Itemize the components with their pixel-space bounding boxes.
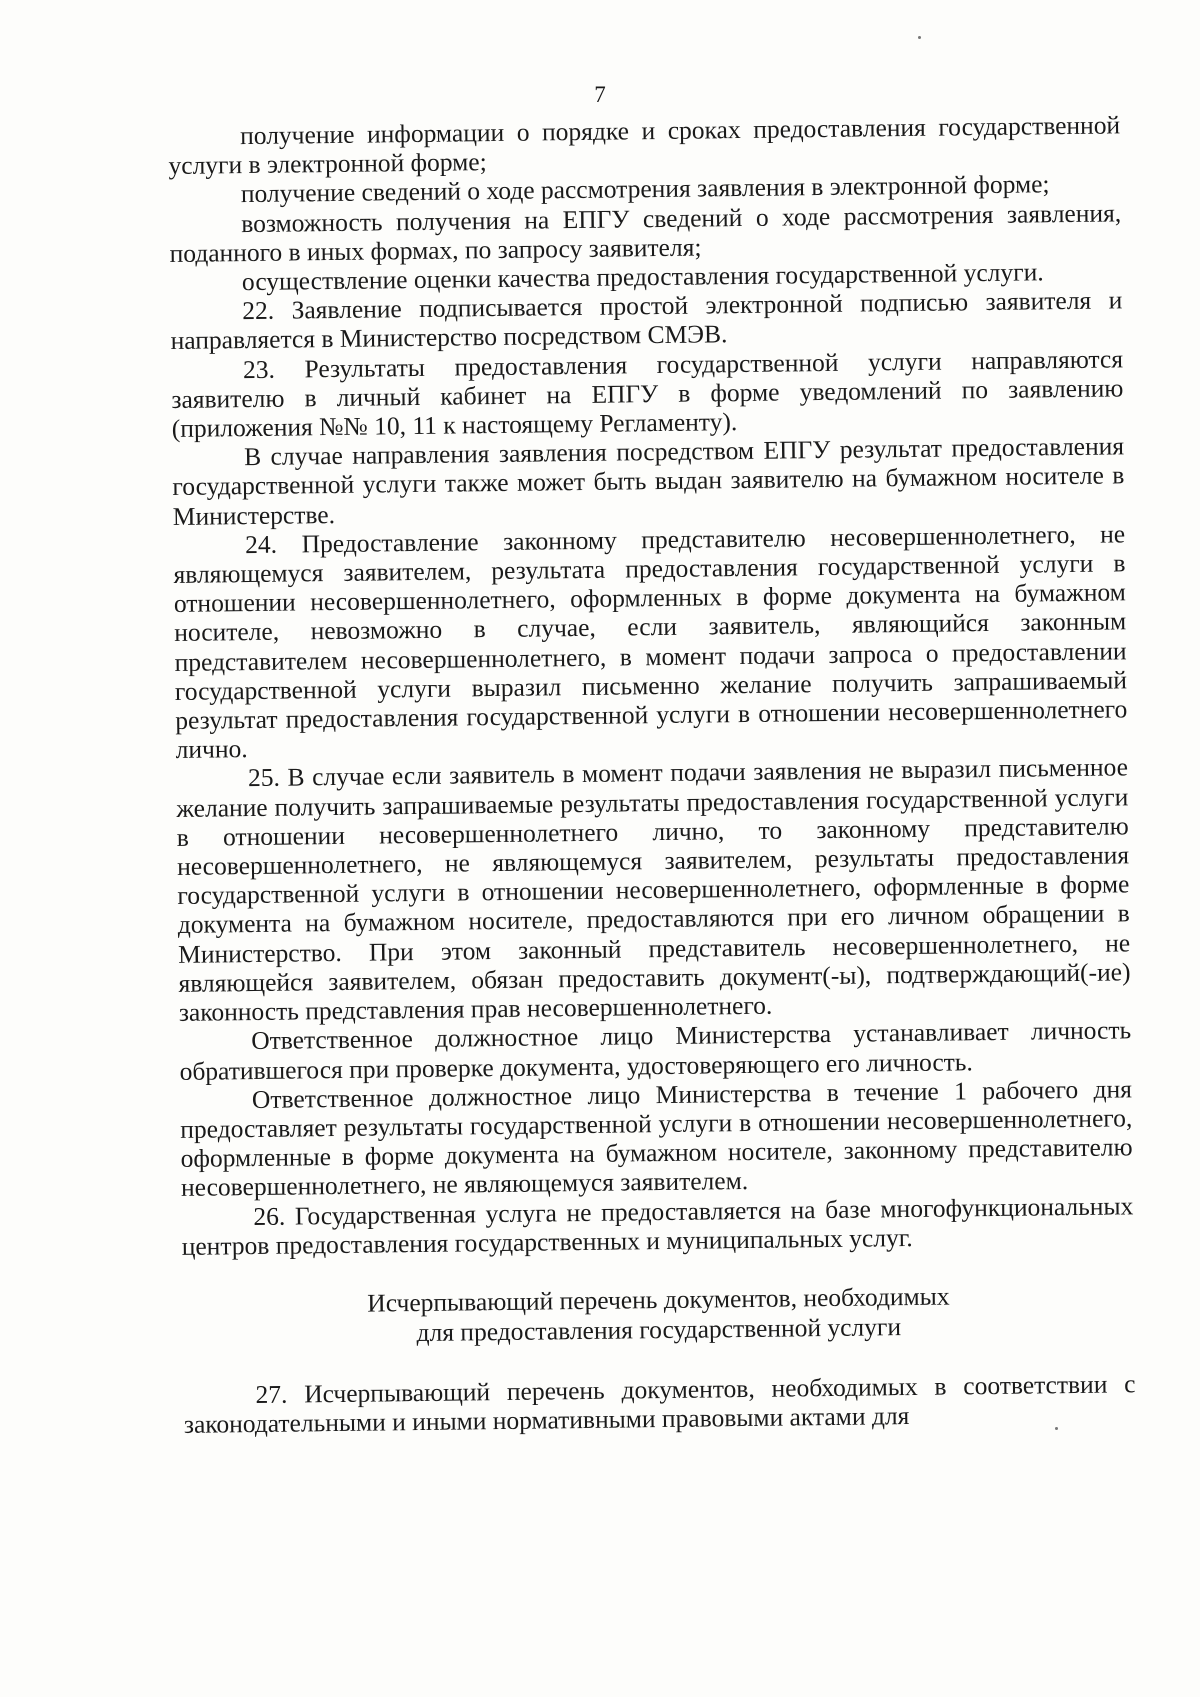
document-body <box>168 110 1136 1439</box>
paragraph-identity-check: Ответственное должностное лицо Министерства устанавливает личность обратившегося при проверке документа, удостоверяющего его личность. <box>179 1015 1132 1086</box>
section-heading-line-2: для предоставления государственной услуги <box>416 1312 902 1347</box>
paragraph-25: 25. В случае если заявитель в момент подачи заявления не выразил письменное желание получить запрашиваемые результаты предоставления государственной услуги в отношении несовершеннолетнего лично, то законному представителю несовершеннолетнего, не являющемуся заявителем, результаты предоставления государственной услуги в отношении несовершеннолетнего, оформленные в форме документа на бумажном носителе, предоставляются при его личном обращении в Министерство. При этом законный представитель несовершеннолетнего, не являющейся заявителем, обязан предоставить документ(-ы), подтверждающий(-ие) законность представления прав несовершеннолетнего. <box>176 752 1131 1028</box>
paragraph-26: 26. Государственная услуга не предоставляется на базе многофункциональных центров предоставления государственных и муниципальных услуг. <box>181 1190 1134 1261</box>
paragraph-epgu-status: возможность получения на ЕПГУ сведений о ходе рассмотрения заявления, поданного в иных формах, по запросу заявителя; <box>169 197 1122 268</box>
paragraph-27: 27. Исчерпывающий перечень документов, необходимых в соответствии с законодательными и иными нормативными правовыми актами для <box>183 1369 1136 1440</box>
scan-speck <box>1055 1427 1058 1430</box>
paragraph-info-order: получение информации о порядке и сроках предоставления государственной услуги в электронной форме; <box>168 110 1121 181</box>
paragraph-status-info: получение сведений о ходе рассмотрения заявления в электронной форме; <box>240 169 1050 209</box>
page-number: 7 <box>594 82 606 107</box>
section-heading-line-1: Исчерпывающий перечень документов, необходимых <box>367 1281 950 1318</box>
scan-speck <box>918 36 921 39</box>
paragraph-epgu-paper-result: В случае направления заявления посредством ЕПГУ результат предоставления государственной услуги также может быть выдан заявителю на бумажном носителе в Министерстве. <box>172 431 1125 531</box>
paragraph-23: 23. Результаты предоставления государственной услуги направляются заявителю в личный кабинет на ЕПГУ в форме уведомлений по заявлению (приложения №№ 10, 11 к настоящему Регламенту). <box>171 343 1124 444</box>
paragraph-quality-assessment: осуществление оценки качества предоставления государственной услуги. <box>241 257 1044 297</box>
paragraph-22: 22. Заявление подписывается простой электронной подписью заявителя и направляется в Министерство посредством СМЭВ. <box>170 285 1123 356</box>
paragraph-24: 24. Предоставление законному представителю несовершеннолетнего, не являющемуся заявителем, результата предоставления государственной услуги в отношении несовершеннолетнего, оформленных в форме документа на бумажном носителе, невозможно в случае, если заявитель, являющийся законным представителем несовершеннолетнего, в момент подачи запроса о предоставлении государственной услуги выразил письменно желание получить запрашиваемый результат предоставления государственной услуги в отношении несовершеннолетнего лично. <box>173 519 1128 765</box>
section-heading <box>182 1279 1135 1351</box>
paragraph-one-day-delivery: Ответственное должностное лицо Министерства в течение 1 рабочего дня предоставляет результаты государственной услуги в отношении несовершеннолетнего, оформленные в форме документа на бумажном носителе, законному представителю несовершеннолетнего, не являющемуся заявителем. <box>180 1074 1133 1203</box>
